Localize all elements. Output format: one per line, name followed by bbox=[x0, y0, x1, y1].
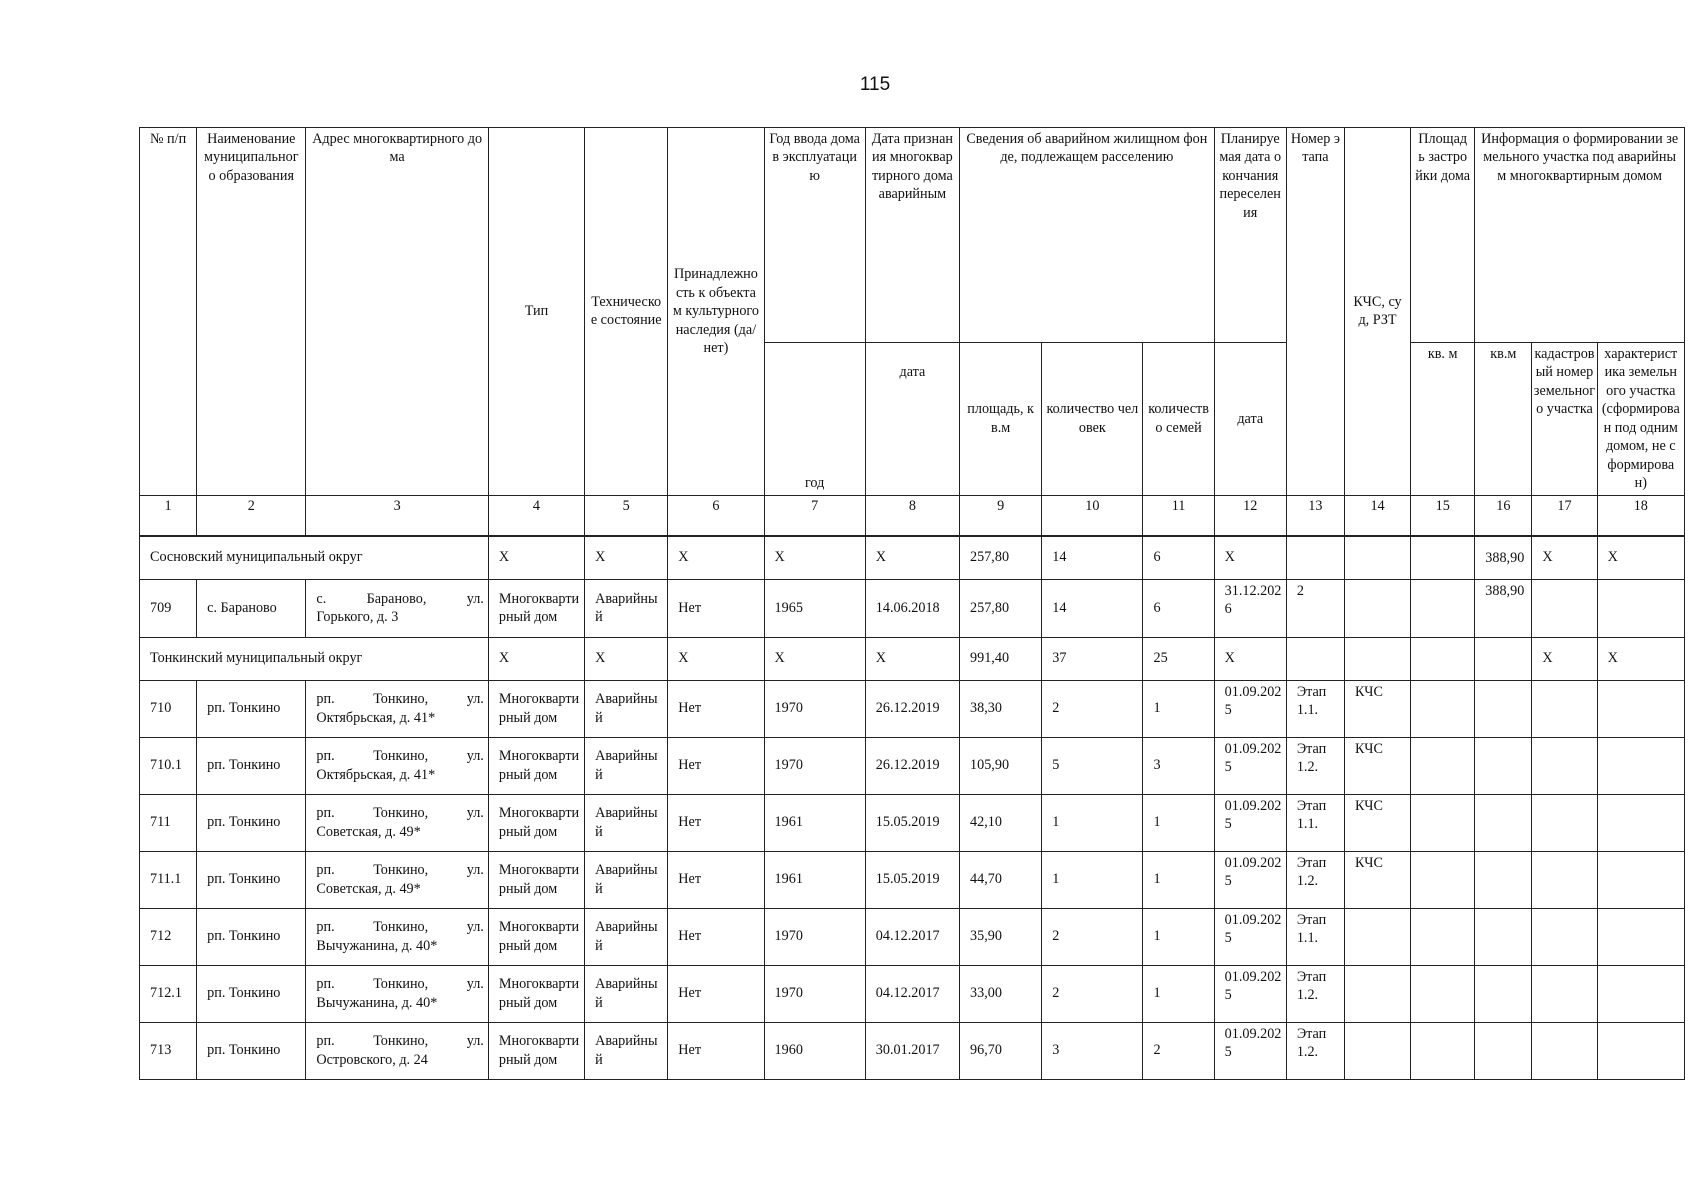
row-kchs bbox=[1344, 579, 1410, 637]
row-type: Многоквартирный дом bbox=[488, 851, 584, 908]
column-number: 2 bbox=[197, 495, 306, 535]
row-address-line1: рп. Тонкино, ул. bbox=[316, 748, 484, 765]
row-year: 1970 bbox=[764, 680, 865, 737]
row-type: Многоквартирный дом bbox=[488, 1022, 584, 1079]
header-kchs: КЧС, суд, РЗТ bbox=[1344, 128, 1410, 496]
row-families: 6 bbox=[1143, 579, 1214, 637]
row-families: 3 bbox=[1143, 737, 1214, 794]
row-municipality: рп. Тонкино bbox=[197, 1022, 306, 1079]
row-year: 1961 bbox=[764, 794, 865, 851]
row-year: 1970 bbox=[764, 737, 865, 794]
row-cadastral bbox=[1532, 965, 1597, 1022]
column-number: 4 bbox=[488, 495, 584, 535]
column-number: 15 bbox=[1411, 495, 1475, 535]
table-row bbox=[140, 579, 1685, 637]
row-land-area bbox=[1475, 851, 1532, 908]
header-land-area-unit: кв.м bbox=[1475, 343, 1532, 496]
row-planned-date: 01.09.2025 bbox=[1214, 908, 1286, 965]
row-type: Многоквартирный дом bbox=[488, 908, 584, 965]
summary-land-area: 388,90 bbox=[1475, 536, 1532, 579]
row-address-line2: Горького, д. 3 bbox=[316, 609, 399, 626]
row-planned-date: 01.09.2025 bbox=[1214, 794, 1286, 851]
row-people: 1 bbox=[1042, 851, 1143, 908]
row-planned-date: 01.09.2025 bbox=[1214, 1022, 1286, 1079]
row-emergency-date: 26.12.2019 bbox=[865, 680, 959, 737]
row-area: 105,90 bbox=[960, 737, 1042, 794]
row-address bbox=[306, 1022, 488, 1079]
row-type: Многоквартирный дом bbox=[488, 737, 584, 794]
row-kchs: КЧС bbox=[1344, 794, 1410, 851]
row-families: 1 bbox=[1143, 680, 1214, 737]
row-number: 711.1 bbox=[140, 851, 197, 908]
row-kchs bbox=[1344, 1022, 1410, 1079]
row-municipality: рп. Тонкино bbox=[197, 908, 306, 965]
row-building-area bbox=[1411, 794, 1475, 851]
row-address bbox=[306, 851, 488, 908]
row-building-area bbox=[1411, 737, 1475, 794]
column-number: 18 bbox=[1597, 495, 1684, 535]
header-land-plot-group: Информация о формировании земельного участка под аварийным многоквартирным домом bbox=[1475, 128, 1685, 343]
row-address-line1: рп. Тонкино, ул. bbox=[316, 919, 484, 936]
page-number: 115 bbox=[859, 74, 891, 95]
table-row bbox=[140, 794, 1685, 851]
row-year: 1970 bbox=[764, 908, 865, 965]
row-stage: Этап 1.2. bbox=[1286, 851, 1344, 908]
row-stage: Этап 1.2. bbox=[1286, 737, 1344, 794]
column-number: 1 bbox=[140, 495, 197, 535]
summary-date: X bbox=[865, 536, 959, 579]
row-characteristic bbox=[1597, 908, 1684, 965]
row-emergency-date: 04.12.2017 bbox=[865, 965, 959, 1022]
summary-cadastral: X bbox=[1532, 637, 1597, 680]
summary-land-area bbox=[1475, 637, 1532, 680]
row-address bbox=[306, 680, 488, 737]
row-address-line1: рп. Тонкино, ул. bbox=[316, 1033, 484, 1050]
row-municipality: рп. Тонкино bbox=[197, 680, 306, 737]
summary-name: Тонкинский муниципальный округ bbox=[140, 637, 489, 680]
row-cadastral bbox=[1532, 680, 1597, 737]
row-heritage: Нет bbox=[668, 794, 764, 851]
header-cadastral-number: кадастровый номер земельного участка bbox=[1532, 343, 1597, 496]
summary-families: 25 bbox=[1143, 637, 1214, 680]
header-type: Тип bbox=[488, 128, 584, 496]
summary-characteristic: X bbox=[1597, 637, 1684, 680]
summary-date: X bbox=[865, 637, 959, 680]
header-year: Год ввода дома в эксплуатацию bbox=[764, 128, 865, 343]
row-planned-date: 01.09.2025 bbox=[1214, 965, 1286, 1022]
row-stage: Этап 1.1. bbox=[1286, 794, 1344, 851]
row-stage: Этап 1.2. bbox=[1286, 965, 1344, 1022]
row-cadastral bbox=[1532, 851, 1597, 908]
summary-area: 257,80 bbox=[960, 536, 1042, 579]
row-heritage: Нет bbox=[668, 579, 764, 637]
row-address bbox=[306, 794, 488, 851]
row-address-line1: с. Бараново, ул. bbox=[316, 590, 484, 607]
row-building-area bbox=[1411, 908, 1475, 965]
row-year: 1970 bbox=[764, 965, 865, 1022]
row-emergency-date: 15.05.2019 bbox=[865, 794, 959, 851]
row-families: 2 bbox=[1143, 1022, 1214, 1079]
row-address bbox=[306, 579, 488, 637]
row-heritage: Нет bbox=[668, 908, 764, 965]
row-characteristic bbox=[1597, 794, 1684, 851]
row-land-area bbox=[1475, 794, 1532, 851]
row-characteristic bbox=[1597, 579, 1684, 637]
table-row bbox=[140, 851, 1685, 908]
summary-kchs bbox=[1344, 637, 1410, 680]
summary-planned-date: X bbox=[1214, 536, 1286, 579]
row-characteristic bbox=[1597, 680, 1684, 737]
row-emergency-date: 15.05.2019 bbox=[865, 851, 959, 908]
summary-stage bbox=[1286, 536, 1344, 579]
emergency-housing-table bbox=[139, 127, 1685, 1080]
column-number: 10 bbox=[1042, 495, 1143, 535]
header-area: площадь, кв.м bbox=[960, 343, 1042, 496]
summary-heritage: X bbox=[668, 536, 764, 579]
summary-year: X bbox=[764, 637, 865, 680]
row-area: 257,80 bbox=[960, 579, 1042, 637]
row-area: 96,70 bbox=[960, 1022, 1042, 1079]
summary-condition: X bbox=[585, 637, 668, 680]
header-families: количество семей bbox=[1143, 343, 1214, 496]
summary-name: Сосновский муниципальный округ bbox=[140, 536, 489, 579]
header-planned-date: Планируемая дата окончания переселения bbox=[1214, 128, 1286, 343]
header-building-area-unit: кв. м bbox=[1411, 343, 1475, 496]
row-characteristic bbox=[1597, 737, 1684, 794]
row-building-area bbox=[1411, 965, 1475, 1022]
row-address-line1: рп. Тонкино, ул. bbox=[316, 862, 484, 879]
municipality-summary-row bbox=[140, 536, 1685, 579]
header-stage: Номер этапа bbox=[1286, 128, 1344, 496]
summary-planned-date: X bbox=[1214, 637, 1286, 680]
row-families: 1 bbox=[1143, 965, 1214, 1022]
row-heritage: Нет bbox=[668, 1022, 764, 1079]
table-row bbox=[140, 965, 1685, 1022]
row-number: 712 bbox=[140, 908, 197, 965]
row-kchs: КЧС bbox=[1344, 737, 1410, 794]
row-people: 2 bbox=[1042, 908, 1143, 965]
row-area: 42,10 bbox=[960, 794, 1042, 851]
table-row bbox=[140, 1022, 1685, 1079]
row-cadastral bbox=[1532, 579, 1597, 637]
row-kchs bbox=[1344, 908, 1410, 965]
row-land-area bbox=[1475, 680, 1532, 737]
row-people: 5 bbox=[1042, 737, 1143, 794]
column-number: 17 bbox=[1532, 495, 1597, 535]
row-number: 711 bbox=[140, 794, 197, 851]
header-year-unit: год bbox=[764, 343, 865, 496]
summary-heritage: X bbox=[668, 637, 764, 680]
header-planned-date-unit: дата bbox=[1214, 343, 1286, 496]
column-number: 6 bbox=[668, 495, 764, 535]
header-row-number: № п/п bbox=[140, 128, 197, 496]
row-municipality: рп. Тонкино bbox=[197, 851, 306, 908]
row-land-area: 388,90 bbox=[1475, 579, 1532, 637]
row-address-line1: рп. Тонкино, ул. bbox=[316, 805, 484, 822]
row-year: 1960 bbox=[764, 1022, 865, 1079]
row-stage: Этап 1.2. bbox=[1286, 1022, 1344, 1079]
row-municipality: рп. Тонкино bbox=[197, 965, 306, 1022]
column-number: 12 bbox=[1214, 495, 1286, 535]
row-address-line2: Советская, д. 49* bbox=[316, 880, 421, 897]
column-numbers-row bbox=[140, 495, 1685, 535]
row-people: 1 bbox=[1042, 794, 1143, 851]
header-building-area: Площадь застройки дома bbox=[1411, 128, 1475, 343]
row-planned-date: 01.09.2025 bbox=[1214, 851, 1286, 908]
row-characteristic bbox=[1597, 851, 1684, 908]
column-number: 11 bbox=[1143, 495, 1214, 535]
row-type: Многоквартирный дом bbox=[488, 965, 584, 1022]
row-address-line2: Советская, д. 49* bbox=[316, 823, 421, 840]
summary-type: X bbox=[488, 536, 584, 579]
row-land-area bbox=[1475, 908, 1532, 965]
row-number: 710 bbox=[140, 680, 197, 737]
row-emergency-date: 04.12.2017 bbox=[865, 908, 959, 965]
row-condition: Аварийный bbox=[585, 1022, 668, 1079]
column-number: 5 bbox=[585, 495, 668, 535]
row-type: Многоквартирный дом bbox=[488, 794, 584, 851]
column-number: 13 bbox=[1286, 495, 1344, 535]
row-families: 1 bbox=[1143, 794, 1214, 851]
summary-cadastral: X bbox=[1532, 536, 1597, 579]
row-land-area bbox=[1475, 965, 1532, 1022]
row-stage: 2 bbox=[1286, 579, 1344, 637]
row-building-area bbox=[1411, 1022, 1475, 1079]
row-municipality: с. Бараново bbox=[197, 579, 306, 637]
row-people: 2 bbox=[1042, 965, 1143, 1022]
column-number: 8 bbox=[865, 495, 959, 535]
row-building-area bbox=[1411, 579, 1475, 637]
row-number: 713 bbox=[140, 1022, 197, 1079]
row-condition: Аварийный bbox=[585, 680, 668, 737]
row-people: 3 bbox=[1042, 1022, 1143, 1079]
summary-building-area bbox=[1411, 536, 1475, 579]
row-planned-date: 01.09.2025 bbox=[1214, 737, 1286, 794]
table-row bbox=[140, 737, 1685, 794]
row-kchs: КЧС bbox=[1344, 680, 1410, 737]
summary-condition: X bbox=[585, 536, 668, 579]
row-area: 44,70 bbox=[960, 851, 1042, 908]
row-municipality: рп. Тонкино bbox=[197, 737, 306, 794]
row-cadastral bbox=[1532, 908, 1597, 965]
row-address bbox=[306, 908, 488, 965]
row-condition: Аварийный bbox=[585, 737, 668, 794]
header-condition: Техническое состояние bbox=[585, 128, 668, 496]
row-condition: Аварийный bbox=[585, 908, 668, 965]
row-address-line2: Островского, д. 24 bbox=[316, 1051, 428, 1068]
row-number: 712.1 bbox=[140, 965, 197, 1022]
row-heritage: Нет bbox=[668, 851, 764, 908]
row-people: 2 bbox=[1042, 680, 1143, 737]
row-area: 38,30 bbox=[960, 680, 1042, 737]
summary-type: X bbox=[488, 637, 584, 680]
column-number: 16 bbox=[1475, 495, 1532, 535]
row-area: 35,90 bbox=[960, 908, 1042, 965]
header-people: количество человек bbox=[1042, 343, 1143, 496]
summary-families: 6 bbox=[1143, 536, 1214, 579]
row-condition: Аварийный bbox=[585, 851, 668, 908]
row-year: 1965 bbox=[764, 579, 865, 637]
municipality-summary-row bbox=[140, 637, 1685, 680]
summary-kchs bbox=[1344, 536, 1410, 579]
row-address-line2: Вычужанина, д. 40* bbox=[316, 994, 438, 1011]
row-kchs bbox=[1344, 965, 1410, 1022]
row-cadastral bbox=[1532, 737, 1597, 794]
summary-people: 14 bbox=[1042, 536, 1143, 579]
column-number: 3 bbox=[306, 495, 488, 535]
row-planned-date: 31.12.2026 bbox=[1214, 579, 1286, 637]
row-address-line2: Октябрьская, д. 41* bbox=[316, 709, 436, 726]
row-building-area bbox=[1411, 851, 1475, 908]
row-area: 33,00 bbox=[960, 965, 1042, 1022]
row-year: 1961 bbox=[764, 851, 865, 908]
summary-area: 991,40 bbox=[960, 637, 1042, 680]
row-type: Многоквартирный дом bbox=[488, 680, 584, 737]
header-municipality: Наименование муниципального образования bbox=[197, 128, 306, 496]
summary-stage bbox=[1286, 637, 1344, 680]
row-cadastral bbox=[1532, 794, 1597, 851]
row-characteristic bbox=[1597, 965, 1684, 1022]
row-address-line2: Вычужанина, д. 40* bbox=[316, 937, 438, 954]
column-number: 9 bbox=[960, 495, 1042, 535]
row-cadastral bbox=[1532, 1022, 1597, 1079]
row-emergency-date: 26.12.2019 bbox=[865, 737, 959, 794]
header-housing-stock-group: Сведения об аварийном жилищном фонде, подлежащем расселению bbox=[960, 128, 1215, 343]
row-condition: Аварийный bbox=[585, 794, 668, 851]
row-heritage: Нет bbox=[668, 737, 764, 794]
row-address bbox=[306, 737, 488, 794]
row-type: Многоквартирный дом bbox=[488, 579, 584, 637]
header-date-unit: дата bbox=[865, 343, 959, 496]
row-address-line2: Октябрьская, д. 41* bbox=[316, 766, 436, 783]
summary-people: 37 bbox=[1042, 637, 1143, 680]
row-address-line1: рп. Тонкино, ул. bbox=[316, 691, 484, 708]
row-kchs: КЧС bbox=[1344, 851, 1410, 908]
header-address: Адрес многоквартирного дома bbox=[306, 128, 488, 496]
summary-characteristic: X bbox=[1597, 536, 1684, 579]
row-stage: Этап 1.1. bbox=[1286, 680, 1344, 737]
table-row bbox=[140, 908, 1685, 965]
row-heritage: Нет bbox=[668, 965, 764, 1022]
row-number: 710.1 bbox=[140, 737, 197, 794]
row-emergency-date: 30.01.2017 bbox=[865, 1022, 959, 1079]
column-number: 7 bbox=[764, 495, 865, 535]
header-land-characteristic: характеристика земельного участка (сформирован под одним домом, не сформирован) bbox=[1597, 343, 1684, 496]
row-planned-date: 01.09.2025 bbox=[1214, 680, 1286, 737]
row-number: 709 bbox=[140, 579, 197, 637]
column-number: 14 bbox=[1344, 495, 1410, 535]
row-municipality: рп. Тонкино bbox=[197, 794, 306, 851]
row-address-line1: рп. Тонкино, ул. bbox=[316, 976, 484, 993]
header-emergency-date: Дата признания многоквартирного дома аварийным bbox=[865, 128, 959, 343]
row-building-area bbox=[1411, 680, 1475, 737]
row-land-area bbox=[1475, 737, 1532, 794]
row-families: 1 bbox=[1143, 908, 1214, 965]
row-heritage: Нет bbox=[668, 680, 764, 737]
row-land-area bbox=[1475, 1022, 1532, 1079]
row-address bbox=[306, 965, 488, 1022]
summary-building-area bbox=[1411, 637, 1475, 680]
row-people: 14 bbox=[1042, 579, 1143, 637]
row-condition: Аварийный bbox=[585, 579, 668, 637]
table-row bbox=[140, 680, 1685, 737]
header-heritage: Принадлежность к объектам культурного наследия (да/нет) bbox=[668, 128, 764, 496]
row-stage: Этап 1.1. bbox=[1286, 908, 1344, 965]
row-condition: Аварийный bbox=[585, 965, 668, 1022]
row-families: 1 bbox=[1143, 851, 1214, 908]
row-emergency-date: 14.06.2018 bbox=[865, 579, 959, 637]
summary-year: X bbox=[764, 536, 865, 579]
row-characteristic bbox=[1597, 1022, 1684, 1079]
